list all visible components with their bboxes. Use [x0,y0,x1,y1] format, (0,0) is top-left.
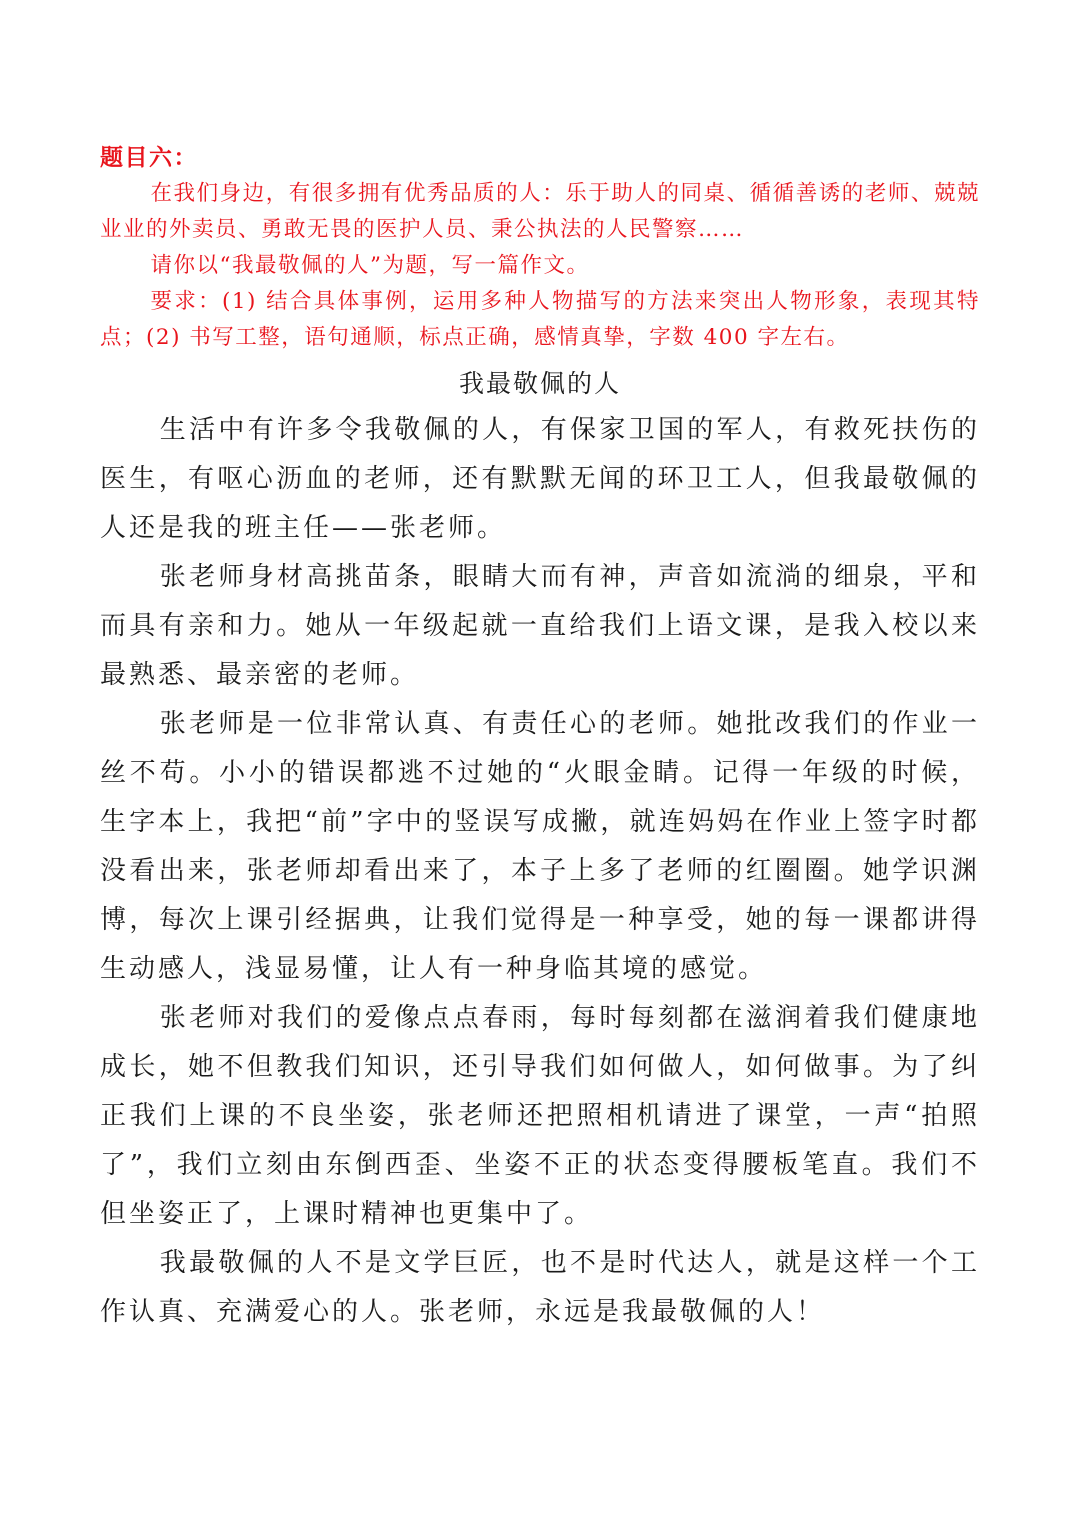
essay-paragraph: 生活中有许多令我敬佩的人，有保家卫国的军人，有救死扶伤的医生，有呕心沥血的老师，还有默默无闻的环卫工人，但我最敬佩的人还是我的班主任——张老师。 [100,415,980,543]
essay-paragraph: 张老师是一位非常认真、有责任心的老师。她批改我们的作业一丝不苟。小小的错误都逃不过她的“火眼金睛。记得一年级的时候，生字本上，我把“前”字中的竖误写成撇，就连妈妈在作业上签字时都没看出来，张老师却看出来了，本子上多了老师的红圈圈。她学识渊博，每次上课引经据典，让我们觉得是一种享受，她的每一课都讲得生动感人，浅显易懂，让人有一种身临其境的感觉。 [100,709,980,984]
document-page [100,140,980,1337]
essay [100,362,980,1337]
prompt-heading: 题目六： [100,144,198,171]
essay-paragraph: 我最敬佩的人不是文学巨匠，也不是时代达人，就是这样一个工作认真、充满爱心的人。张老师，永远是我最敬佩的人！ [100,1248,980,1327]
essay-paragraph: 张老师身材高挑苗条，眼睛大而有神，声音如流淌的细泉，平和而具有亲和力。她从一年级起就一直给我们上语文课，是我入校以来最熟悉、最亲密的老师。 [100,562,980,690]
writing-prompt [100,140,980,356]
prompt-requirements: 要求：(1) 结合具体事例，运用多种人物描写的方法来突出人物形象，表现其特点；(2) 书写工整，语句通顺，标点正确，感情真挚，字数 400 字左右。 [100,289,980,350]
prompt-paragraph: 请你以“我最敬佩的人”为题，写一篇作文。 [150,253,590,278]
essay-title: 我最敬佩的人 [458,369,621,398]
essay-paragraph: 张老师对我们的爱像点点春雨，每时每刻都在滋润着我们健康地成长，她不但教我们知识，还引导我们如何做人，如何做事。为了纠正我们上课的不良坐姿，张老师还把照相机请进了课堂，一声“拍照了”，我们立刻由东倒西歪、坐姿不正的状态变得腰板笔直。我们不但坐姿正了，上课时精神也更集中了。 [100,1003,980,1229]
prompt-paragraph: 在我们身边，有很多拥有优秀品质的人：乐于助人的同桌、循循善诱的老师、兢兢业业的外卖员、勇敢无畏的医护人员、秉公执法的人民警察…… [100,181,980,242]
